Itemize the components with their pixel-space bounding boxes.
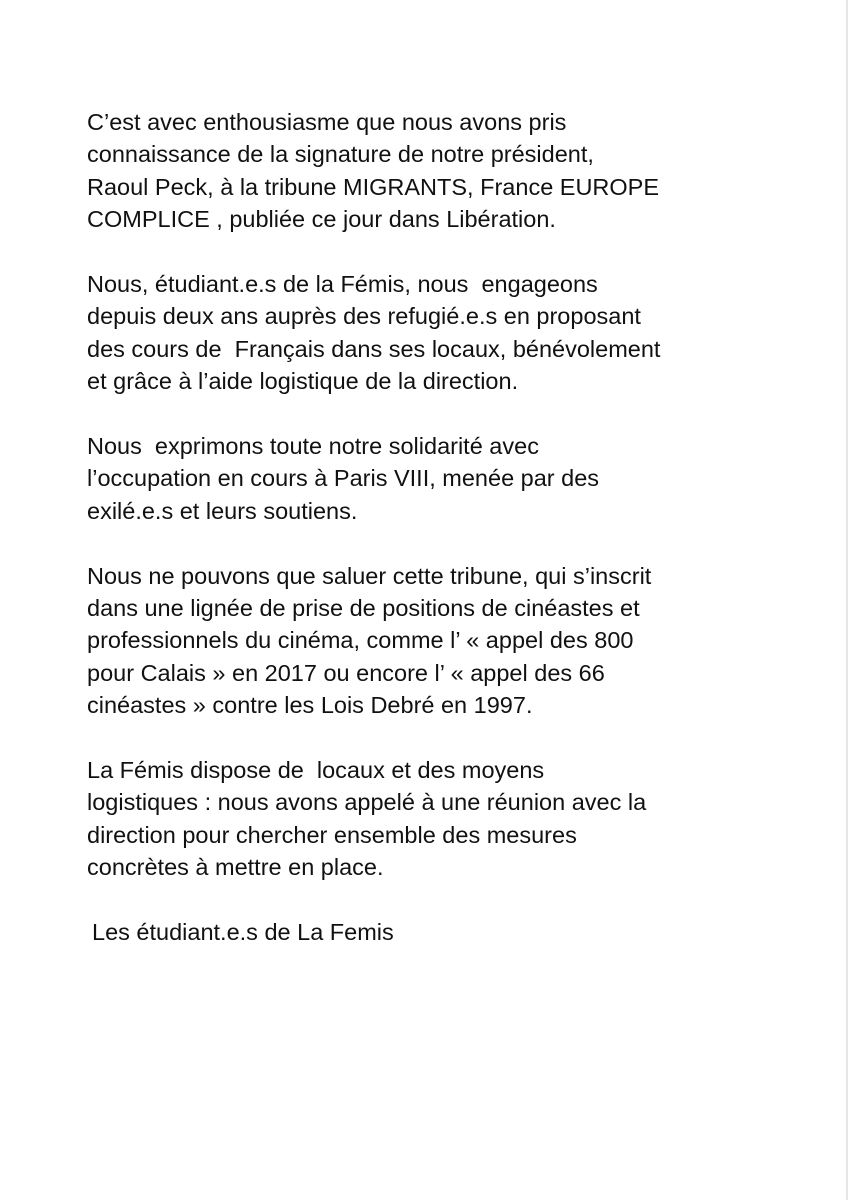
paragraph-engagement — [87, 268, 787, 398]
letter-document — [87, 106, 787, 948]
text-line: Nous ne pouvons que saluer cette tribune, qui s’inscrit — [87, 562, 652, 589]
text-line: dans une lignée de prise de positions de cinéastes et — [87, 595, 640, 622]
text-line: La Fémis dispose de locaux et des moyens — [87, 757, 545, 784]
text-line: Nous, étudiant.e.s de la Fémis, nous engageons — [87, 271, 598, 298]
text-line: concrètes à mettre en place. — [87, 854, 384, 881]
paragraph-tribune — [87, 560, 787, 722]
text-line: logistiques : nous avons appelé à une réunion avec la — [87, 789, 647, 816]
paragraph-solidarity — [87, 430, 787, 527]
text-line: Raoul Peck, à la tribune MIGRANTS, France EUROPE — [87, 173, 660, 200]
text-line: C’est avec enthousiasme que nous avons pris — [87, 109, 567, 135]
text-line: exilé.e.s et leurs soutiens. — [87, 497, 358, 524]
text-line: connaissance de la signature de notre président, — [87, 141, 594, 168]
text-line: pour Calais » en 2017 ou encore l’ « appel des 66 — [87, 659, 605, 686]
signature: Les étudiant.e.s de La Femis — [92, 919, 394, 946]
paragraph-logistics — [87, 754, 787, 884]
text-line: Nous exprimons toute notre solidarité avec — [87, 433, 539, 460]
paragraph-enthusiasm — [87, 106, 787, 236]
text-line: professionnels du cinéma, comme l’ « appel des 800 — [87, 627, 634, 654]
text-line: COMPLICE , publiée ce jour dans Libération. — [87, 206, 556, 233]
text-line: direction pour chercher ensemble des mesures — [87, 821, 577, 848]
text-line: et grâce à l’aide logistique de la direction. — [87, 368, 519, 395]
text-line: depuis deux ans auprès des refugié.e.s en proposant — [87, 303, 641, 330]
text-line: cinéastes » contre les Lois Debré en 1997. — [87, 692, 533, 719]
text-line: des cours de Français dans ses locaux, bénévolement — [87, 335, 661, 362]
text-line: l’occupation en cours à Paris VIII, menée par des — [87, 465, 600, 492]
